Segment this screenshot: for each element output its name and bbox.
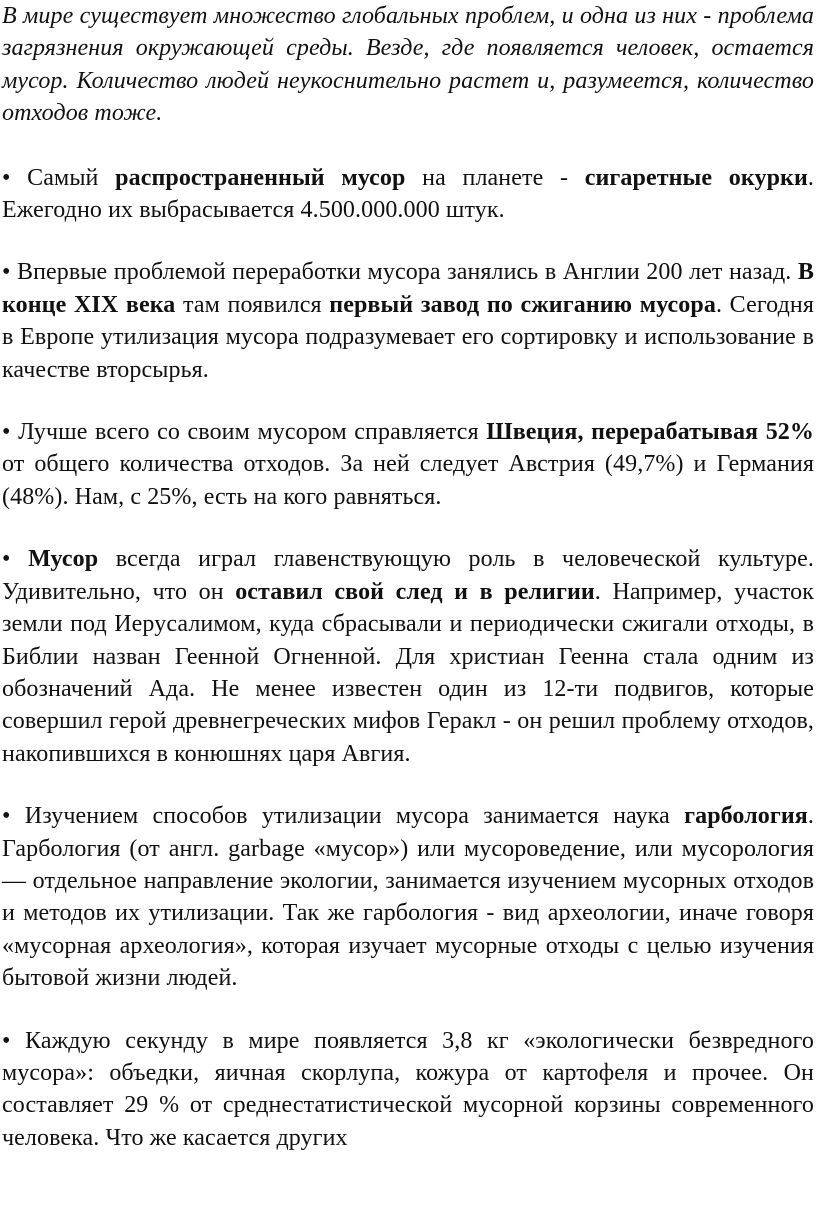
body-text: там появился [175, 291, 330, 318]
body-text: . Сегодня в Европе утилизация мусора подразумевает его сортировку и использование в качестве вторсырья. [2, 291, 814, 383]
body-text: на планете - [405, 164, 585, 191]
emphasis-text: Мусор [28, 546, 99, 573]
fact-paragraph [2, 800, 814, 994]
bullet-marker: • [2, 1027, 11, 1054]
body-text: всегда играл главенствующую роль в человеческой культуре. Удивительно, что он [2, 546, 814, 605]
emphasis-text: Швеция, перерабатывая 52% [486, 419, 815, 446]
body-text: от общего количества отходов. За ней следует Австрия (49,7%) и Германия (48%). Нам, с 25%, есть на кого равняться. [2, 451, 814, 510]
emphasis-text: гарбология [684, 803, 808, 830]
bullet-marker: • [2, 803, 11, 830]
body-text: . Гарбология (от англ. garbage «мусор») или мусороведение, или мусорология — отдельное направление экологии, занимается изучением мусорных отходов и методов их утилизации. Так же гарбология - вид археологии, иначе говоря «мусорная археология», которая изучает мусорные отходы с целью изучения бытовой жизни людей. [2, 803, 814, 992]
body-text: . Ежегодно их выбрасывается 4.500.000.000 штук. [2, 164, 814, 224]
body-text: Самый [10, 164, 116, 191]
bullet-marker: • [2, 419, 11, 446]
emphasis-text: В конце XIX века [2, 259, 814, 318]
body-text: Впервые проблемой переработки мусора занялись в Англии 200 лет назад. [10, 259, 798, 286]
body-text: . Например, участок земли под Иерусалимом, куда сбрасывали и периодически сжигали отходы, в Библии назван Геенной Огненной. Для христиан Геенна стала одним из обозначений Ада. Не менее известен один из 12-ти подвигов, которые совершил герой древнегреческих мифов Геракл - он решил проблему отходов, накопившихся в конюшнях царя Авгия. [2, 578, 814, 767]
emphasis-text: первый завод по сжиганию мусора [329, 291, 716, 318]
body-text: Лучше всего со своим мусором справляется [10, 419, 487, 446]
fact-paragraph [2, 256, 814, 386]
fact-paragraph [2, 416, 814, 513]
fact-paragraph [2, 1025, 814, 1155]
emphasis-text: распространенный мусор [115, 164, 406, 191]
emphasis-text: сигаретные окурки [584, 164, 808, 191]
emphasis-text: оставил свой след и в религии [235, 578, 595, 605]
fact-paragraph [2, 543, 814, 770]
body-text [11, 546, 29, 572]
body-text: Каждую секунду в мире появляется 3,8 кг «экологически безвредного мусора»: объедки, яичная скорлупа, кожура от картофеля и прочее. Он составляет 29 % от среднестатистической мусорной корзины современного человека. Что же касается других [2, 1027, 814, 1151]
facts-list [2, 162, 814, 1155]
intro-paragraph: В мире существует множество глобальных проблем, и одна из них - проблема загрязнения окружающей среды. Везде, где появляется человек, остается мусор. Количество людей неукоснительно растет и, разумеется, количество отходов тоже. [2, 3, 814, 127]
fact-paragraph [2, 162, 814, 227]
bullet-marker: • [2, 546, 11, 573]
bullet-marker: • [2, 259, 11, 286]
bullet-marker: • [2, 164, 11, 191]
body-text: Изучением способов утилизации мусора занимается наука [10, 803, 685, 830]
